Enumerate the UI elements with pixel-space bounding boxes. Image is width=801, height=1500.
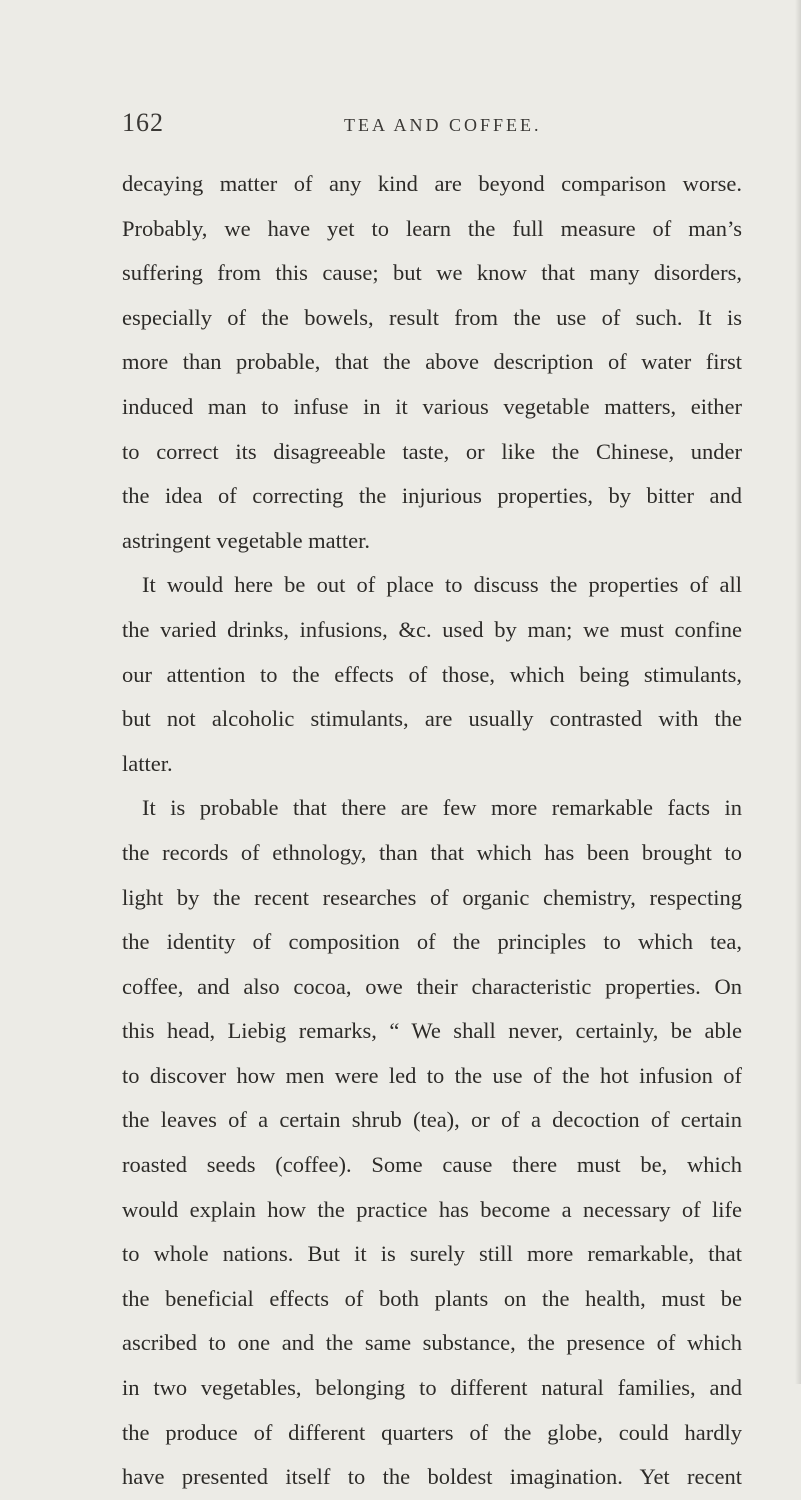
text-line: astringent vegetable matter. [122,527,371,553]
text-line: roasted seeds (coffee). Some cause there must be, which [122,1152,742,1178]
text-line: It is probable that there are few more remarkable facts in [142,795,742,821]
text-line: the leaves of a certain shrub (tea), or of a decoction of certain [122,1107,742,1133]
text-line: coffee, and also cocoa, owe their characteristic properties. On [122,973,742,999]
text-line: the produce of different quarters of the globe, could hardly [122,1419,742,1445]
text-line: to whole nations. But it is surely still more remarkable, that [122,1241,742,1267]
text-line: the identity of composition of the principles to which tea, [122,929,742,955]
text-line: induced man to infuse in it various vegetable matters, either [122,393,742,419]
text-line: our attention to the effects of those, which being stimulants, [122,661,742,687]
text-line: suffering from this cause; but we know that many disorders, [122,260,742,286]
body-text [122,162,742,1500]
text-line: latter. [122,750,173,776]
text-line: this head, Liebig remarks, “ We shall never, certainly, be able [122,1018,742,1044]
text-line: especially of the bowels, result from the use of such. It is [122,304,742,330]
text-line: decaying matter of any kind are beyond comparison worse. [122,171,742,196]
running-head: TEA AND COFFEE. [344,115,542,135]
page-edge-shadow [795,0,801,1384]
text-line: to correct its disagreeable taste, or like the Chinese, under [122,438,742,464]
text-line: to discover how men were led to the use of the hot infusion of [122,1062,742,1088]
text-line: Probably, we have yet to learn the full measure of man’s [122,215,742,241]
text-line: but not alcoholic stimulants, are usually contrasted with the [122,706,742,732]
text-line: ascribed to one and the same substance, the presence of which [122,1330,742,1356]
text-line: more than probable, that the above description of water first [122,349,742,375]
text-line: It would here be out of place to discuss the properties of all [142,572,742,598]
text-line: the varied drinks, infusions, &c. used by man; we must confine [122,616,742,642]
text-line: the records of ethnology, than that which has been brought to [122,839,742,865]
text-line: light by the recent researches of organic chemistry, respecting [122,884,742,910]
text-line: have presented itself to the boldest imagination. Yet recent [122,1464,742,1490]
text-line: the beneficial effects of both plants on the health, must be [122,1285,742,1311]
page-number: 162 [122,108,164,137]
text-line: in two vegetables, belonging to different natural families, and [122,1375,742,1401]
page-header [122,108,742,148]
text-line: would explain how the practice has become a necessary of life [122,1196,742,1222]
text-line: the idea of correcting the injurious properties, by bitter and [122,483,742,509]
